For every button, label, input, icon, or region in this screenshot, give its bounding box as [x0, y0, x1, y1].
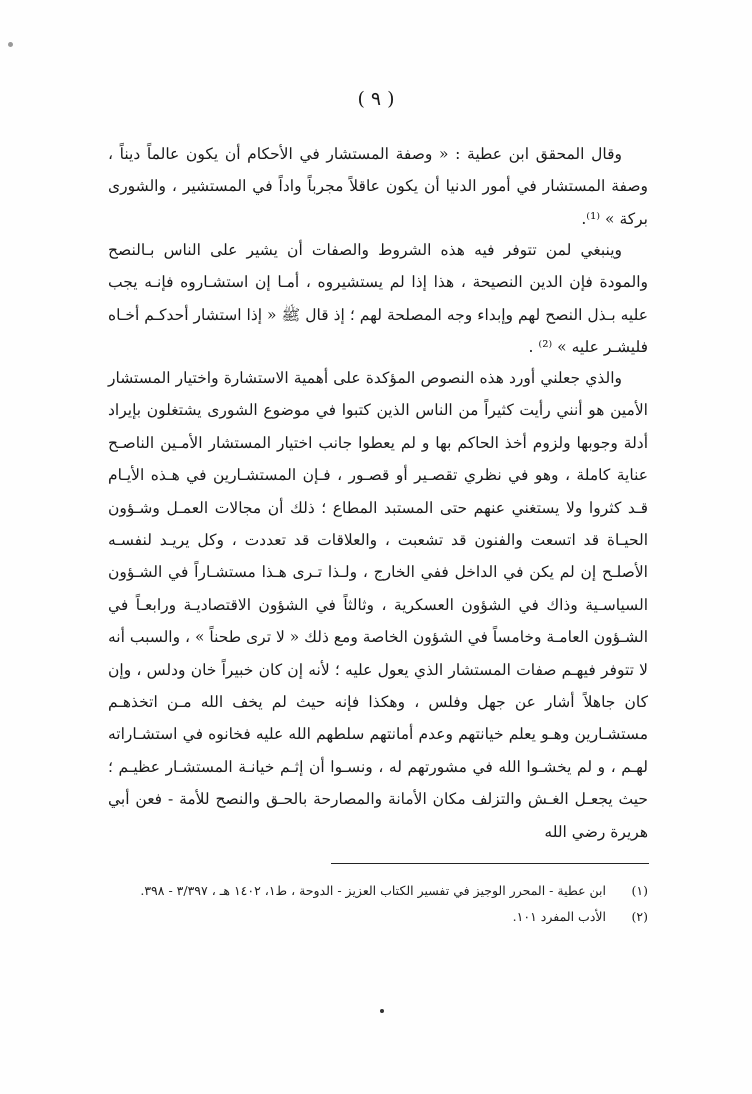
footnote-separator — [331, 863, 649, 864]
paragraph-text: والذي جعلني أورد هذه النصوص المؤكدة على أهمية الاستشارة واختيار المستشار الأمين هو أنني رأيت كثيراً من الناس الذين كتبوا في موضوع الشورى يشتغلون بإيراد أدلة وجوبها ولزوم أخذ الحاكم بها و لم يعطوا جانب اختيار المستشار الأمـين الناصـح عناية كاملة ، وهو في نظري تقصـير أو قصـور ، فـإن المستشـارين في هـذه الأيـام قـد كثروا ولا يستغني عنهم حتى المستبد المطاع ؛ ذلك أن مجالات العمـل وشـؤون الحيـاة قد اتسعت والفنون قد تشعبت ، والعلاقات قد تعددت ، وكل يريـد لنفسـه الأصلـح إن لم يكن في الداخل ففي الخارج ، ولـذا تـرى هـذا مستشـاراً في الشـؤون السياسـية وذاك في الشؤون العسكرية ، وثالثاً في الشؤون الاقتصاديـة ورابعـاً في الشـؤون العامـة وخامساً في الشؤون الخاصة ومع ذلك « لا ترى طحناً » ، والسبب أنه لا تتوفر فيهـم صفات المستشار الذي يعول عليه ؛ لأنه إن كان خبيراً خان ودلس ، وإن كان جاهلاً أشار عن جهل وفلس ، وهكذا فإنه حيث لم يخف الله مـن اتخذهـم مستشـارين وهـو يعلم خيانتهم وعدم أمانتهم سلطهم الله عليه فخانوه في استشـاراته لهـم ، و لم يخشـوا الله في مشورتهم له ، ونسـوا أن إثـم خيانـة المستشـار عظيـم ؛ حيث يجعـل الغـش والتزلف مكان الأمانة والمصارحة بالحـق والنصح للأمة - فعن أبي هريرة رضي الله — [108, 369, 648, 841]
scan-speck — [8, 42, 13, 47]
footnotes — [88, 878, 648, 930]
paragraph-1 — [108, 138, 648, 235]
footnote-number: (١) — [631, 883, 648, 898]
footnote-text: ابن عطية - المحرر الوجيز في تفسير الكتاب العزيز - الدوحة ، ط١، ١٤٠٢ هـ ، ٣/٣٩٧ - ٣٩٨. — [140, 883, 606, 898]
footnote-2 — [88, 904, 648, 930]
page-number: ( ٩ ) — [357, 88, 395, 110]
page-mark-dot — [380, 1009, 384, 1013]
paragraph-2 — [108, 234, 648, 364]
paragraph-3 — [108, 362, 648, 848]
footnote-1 — [88, 878, 648, 904]
footnote-text: الأدب المفرد ١٠١. — [512, 909, 606, 924]
footnote-number: (٢) — [631, 909, 648, 924]
paragraph-text: وينبغي لمن تتوفر فيه هذه الشروط والصفات أن يشير على الناس بـالنصح والمودة فإن الدين النصيحة ، هذا إذا لم يستشيروه ، أمـا إن استشـاروه فإنـه يجب عليه بـذل النصح لهم وإبداء وجه المصلحة لهم ؛ إذ قال ﷺ « إذا استشار أحدكـم أخـاه فليشـر عليه » ⁽²⁾ . — [108, 241, 648, 357]
paragraph-text: وقال المحقق ابن عطية : « وصفة المستشار في الأحكام أن يكون عالماً ديناً ، وصفة المستشار في أمور الدنيا أن يكون عاقلاً مجرباً واداً في المستشير ، والشورى بركة » ⁽¹⁾. — [108, 145, 648, 228]
